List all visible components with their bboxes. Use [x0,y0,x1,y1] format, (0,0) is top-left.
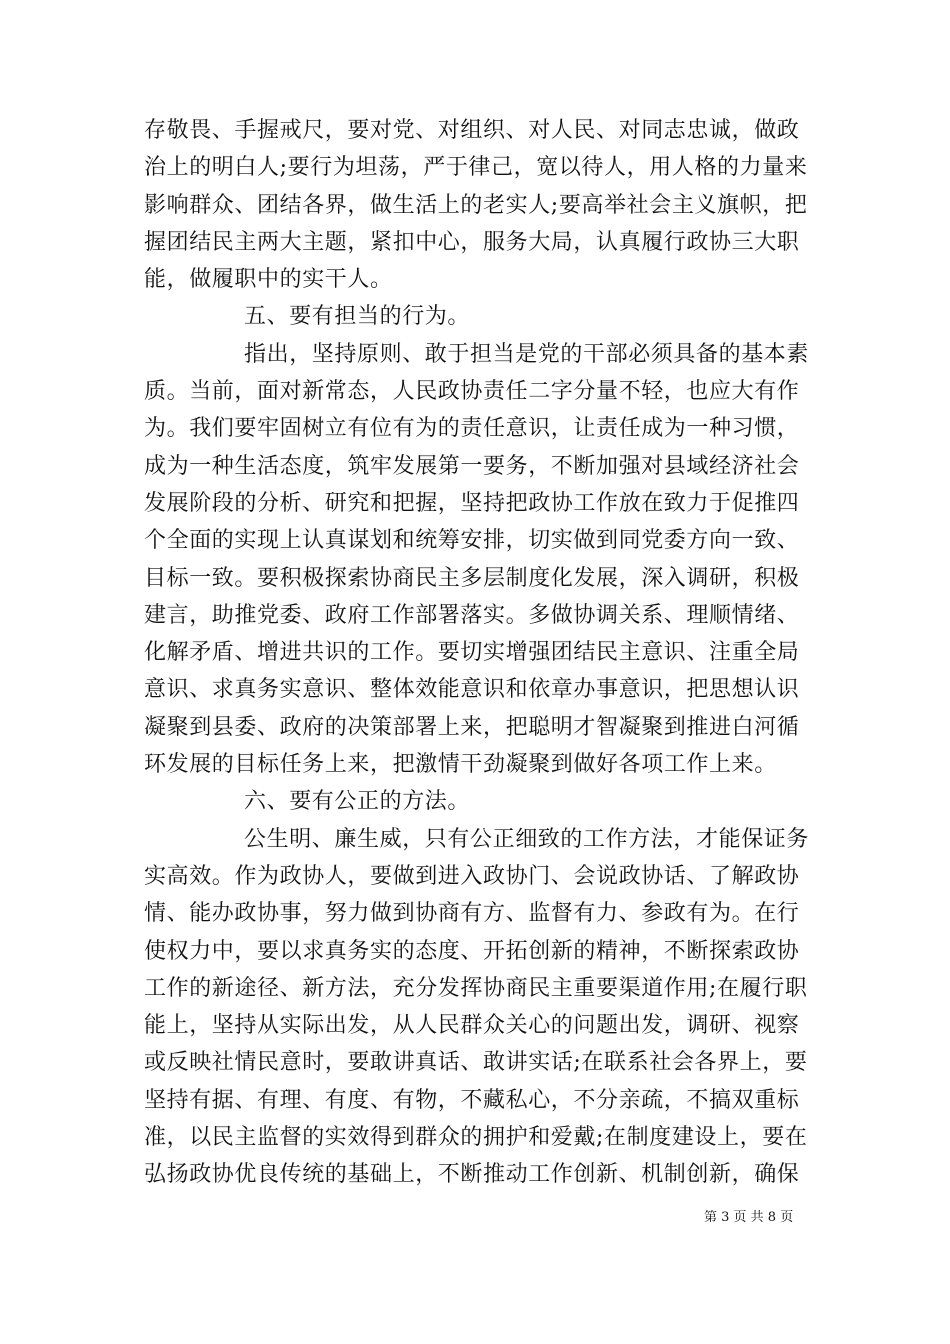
text-line: 目标一致。要积极探索协商民主多层制度化发展，深入调研，积极 [144,565,800,591]
text-line: 准，以民主监督的实效得到群众的拥护和爱戴;在制度建设上，要在 [144,1125,808,1151]
text-line: 握团结民主两大主题，紧扣中心，服务大局，认真履行政协三大职 [144,229,800,255]
text-line: 存敬畏、手握戒尺，要对党、对组织、对人民、对同志忠诚，做政 [144,118,800,143]
text-line: 指出，坚持原则、敢于担当是党的干部必须具备的基本素 [244,341,810,367]
text-line: 发展阶段的分析、研究和把握，坚持把政协工作放在致力于促推四 [144,490,800,516]
text-line: 成为一种生活态度，筑牢发展第一要务，不断加强对县域经济社会 [144,453,800,479]
text-line: 公生明、廉生威，只有公正细致的工作方法，才能保证务 [244,826,810,852]
text-line: 工作的新途径、新方法，充分发挥协商民主重要渠道作用;在履行职 [144,975,808,1001]
text-line: 六、要有公正的方法。 [244,789,471,815]
text-line: 影响群众、团结各界，做生活上的老实人;要高举社会主义旗帜，把 [144,192,808,218]
text-line: 建言，助推党委、政府工作部署落实。多做协调关系、理顺情绪、 [144,602,800,628]
text-line: 质。当前，面对新常态，人民政协责任二字分量不轻，也应大有作 [144,379,800,405]
text-line: 使权力中，要以求真务实的态度、开拓创新的精神，不断探索政协 [144,938,800,964]
page-number: 第 3 页 共 8 页 [704,1210,794,1225]
text-line: 意识、求真务实意识、整体效能意识和依章办事意识，把思想认识 [144,677,800,703]
text-line: 环发展的目标任务上来，把激情干劲凝聚到做好各项工作上来。 [144,752,777,778]
text-line: 弘扬政协优良传统的基础上，不断推动工作创新、机制创新，确保 [144,1162,800,1188]
text-line: 实高效。作为政协人，要做到进入政协门、会说政协话、了解政协 [144,863,800,889]
text-line: 个全面的实现上认真谋划和统筹安排，切实做到同党委方向一致、 [144,528,800,554]
text-line: 坚持有据、有理、有度、有物，不藏私心，不分亲疏，不搞双重标 [144,1087,800,1113]
body-text [144,112,814,1194]
text-line: 能上，坚持从实际出发，从人民群众关心的问题出发，调研、视察 [144,1013,800,1039]
text-line: 为。我们要牢固树立有位有为的责任意识，让责任成为一种习惯， [144,416,800,442]
text-line: 化解矛盾、增进共识的工作。要切实增强团结民主意识、注重全局 [144,640,800,666]
text-line: 五、要有担当的行为。 [244,304,471,330]
text-line: 能，做履职中的实干人。 [144,267,393,293]
text-line: 情、能办政协事，努力做到协商有方、监督有力、参政有为。在行 [144,901,800,927]
text-line: 凝聚到县委、政府的决策部署上来，把聪明才智凝聚到推进白河循 [144,714,800,740]
text-line: 治上的明白人;要行为坦荡，严于律己，宽以待人，用人格的力量来 [144,155,808,181]
text-line: 或反映社情民意时，要敢讲真话、敢讲实话;在联系社会各界上，要 [144,1050,808,1076]
